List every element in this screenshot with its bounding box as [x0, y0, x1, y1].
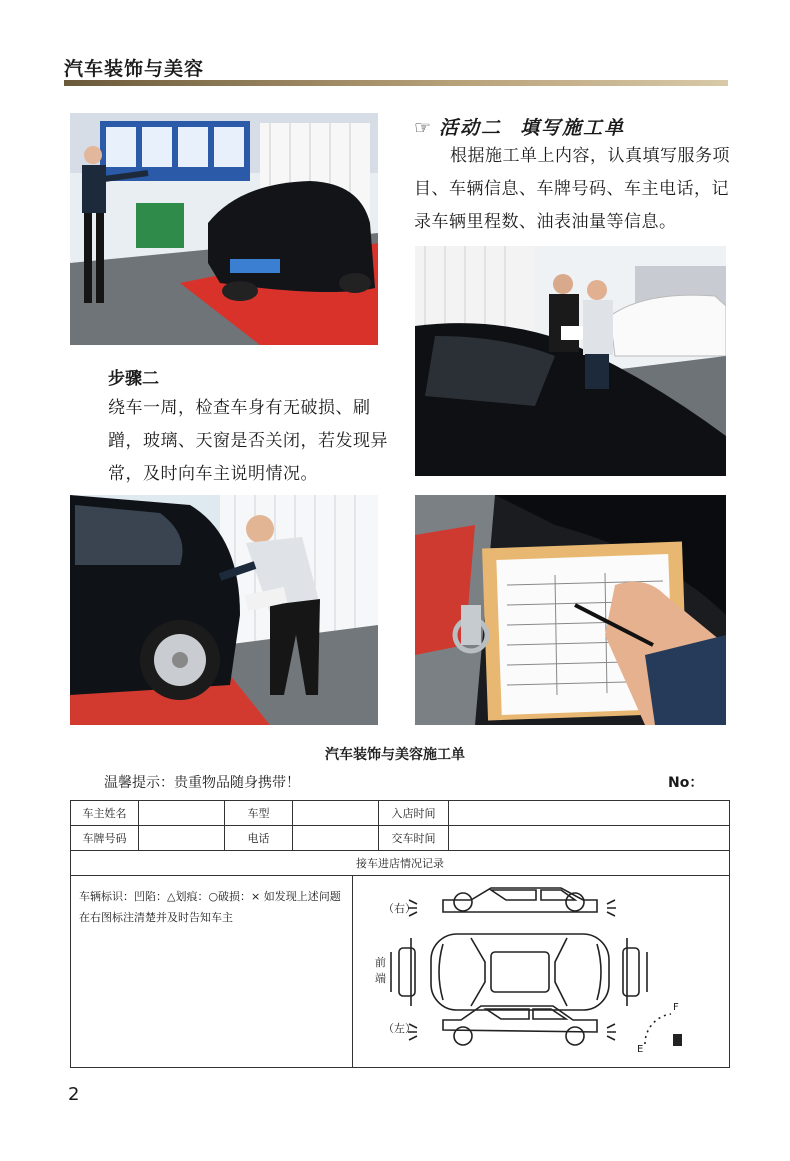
delivery-time-label: 交车时间 [379, 826, 449, 851]
checkin-time-label: 入店时间 [379, 801, 449, 826]
activity-number: 活动二 [439, 117, 503, 139]
table-row [71, 826, 730, 851]
car-model-field[interactable] [293, 801, 379, 826]
delivery-time-field[interactable] [449, 826, 730, 851]
car-model-label: 车型 [225, 801, 293, 826]
left-side-label: （左） [383, 1022, 416, 1035]
activity-title [414, 113, 625, 140]
photo-filling-order [415, 246, 726, 476]
page-number: 2 [68, 1084, 80, 1105]
plate-number-field[interactable] [139, 826, 225, 851]
owner-name-field[interactable] [139, 801, 225, 826]
step-title: 步骤二 [108, 369, 159, 389]
form-tip: 温馨提示：贵重物品随身携带！ [104, 775, 300, 791]
table-row [71, 851, 730, 876]
pointing-hand-icon: ☞ [414, 117, 434, 139]
section-title: 接车进店情况记录 [71, 851, 730, 876]
running-header: 汽车装饰与美容 [64, 58, 205, 80]
header-rule [64, 80, 728, 86]
activity-name: 填写施工单 [520, 117, 626, 139]
activity-paragraph: 根据施工单上内容，认真填写服务项目、车辆信息、车牌号码、车主电话，记录车辆里程数、油表油量等信息。 [414, 146, 730, 232]
front-label-1: 前 [375, 956, 386, 969]
fuel-empty-label: E [637, 1044, 644, 1055]
damage-legend: 车辆标识：凹陷：△划痕：○破损：× 如发现上述问题在右图标注清楚并及时告知车主 [71, 876, 353, 1067]
photo-body-inspection [70, 495, 378, 725]
right-side-label: （右） [383, 902, 416, 915]
form-title: 汽车装饰与美容施工单 [325, 747, 465, 763]
fuel-full-label: F [673, 1002, 679, 1013]
phone-field[interactable] [293, 826, 379, 851]
phone-label: 电话 [225, 826, 293, 851]
car-inspection-diagram[interactable] [361, 882, 723, 1062]
photo-car-presentation [70, 113, 378, 345]
plate-number-label: 车牌号码 [71, 826, 139, 851]
owner-name-label: 车主姓名 [71, 801, 139, 826]
step-paragraph: 绕车一周，检查车身有无破损、刷蹭，玻璃、天窗是否关闭，若发现异常，及时向车主说明情况。 [108, 398, 388, 484]
front-label-2: 端 [375, 972, 386, 985]
checkin-time-field[interactable] [449, 801, 730, 826]
form-number-label: No： [668, 775, 704, 791]
work-order-table [70, 800, 730, 876]
inspection-record-area [70, 876, 730, 1068]
table-row [71, 801, 730, 826]
photo-order-form-closeup [415, 495, 726, 725]
